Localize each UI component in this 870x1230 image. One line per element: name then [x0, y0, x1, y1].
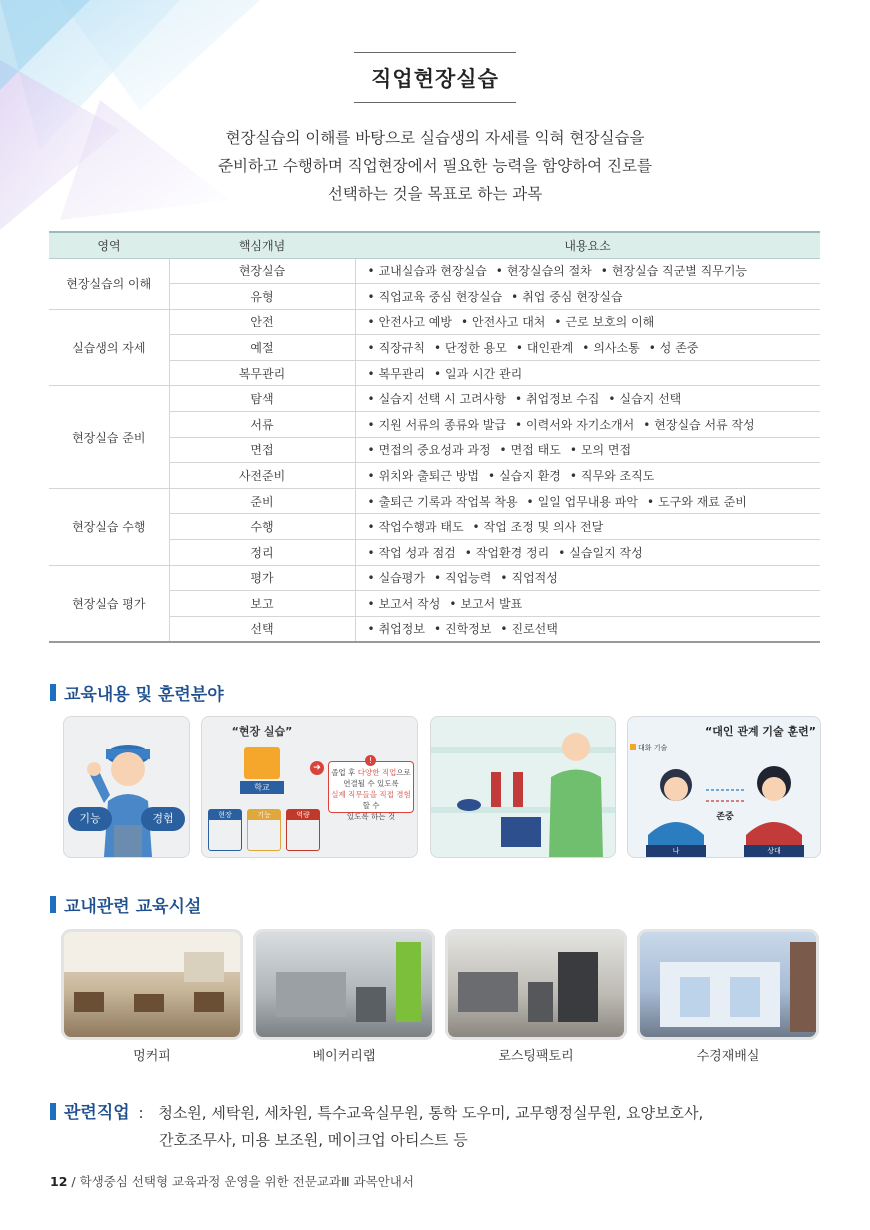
content-item: • 실습지 선택 시 고려사항 — [368, 390, 506, 407]
content-cell — [355, 565, 820, 591]
area-cell: 현장실습의 이해 — [49, 258, 169, 309]
content-item: • 교내실습과 현장실습 — [368, 262, 487, 279]
content-cell — [355, 540, 820, 566]
content-cell — [355, 360, 820, 386]
content-item: • 지원 서류의 종류와 발급 — [368, 416, 506, 433]
content-item: • 실습평가 — [368, 569, 425, 586]
course-intro — [120, 124, 750, 208]
school-icon — [244, 747, 280, 779]
area-cell: 현장실습 준비 — [49, 386, 169, 488]
mini-box — [208, 809, 242, 851]
content-item: • 근로 보호의 이해 — [554, 313, 654, 330]
table-header-row — [49, 232, 820, 258]
concept-cell: 준비 — [169, 488, 355, 514]
page-number: 12 — [50, 1174, 68, 1189]
concept-cell: 평가 — [169, 565, 355, 591]
facility-photo-roasting — [445, 929, 627, 1040]
jobs-line-2: 간호조무사, 미용 보조원, 메이크업 아티스트 등 — [159, 1131, 468, 1149]
content-item: • 작업 성과 점검 — [368, 544, 456, 561]
concept-cell: 수행 — [169, 514, 355, 540]
intro-line: 현장실습의 이해를 바탕으로 실습생의 자세를 익혀 현장실습을 — [225, 129, 645, 147]
content-item: • 직장규칙 — [368, 339, 425, 356]
content-item: • 현장실습 직군별 직무기능 — [601, 262, 747, 279]
concept-cell: 탐색 — [169, 386, 355, 412]
practice-desc-box — [328, 761, 414, 821]
content-item: • 의사소통 — [582, 339, 639, 356]
content-item: • 취업 중심 현장실습 — [511, 288, 622, 305]
table-row — [49, 258, 820, 284]
desc-text: 졸업 후 — [331, 768, 358, 777]
related-jobs — [50, 1100, 703, 1154]
facility-caption: 멍커피 — [133, 1049, 171, 1064]
content-item: • 실습지 환경 — [488, 467, 561, 484]
mini-box-label: 기능 — [248, 810, 280, 820]
content-item: • 복무관리 — [368, 365, 425, 382]
desc-line — [329, 789, 413, 811]
intro-line: 선택하는 것을 목표로 하는 과목 — [327, 185, 543, 203]
content-item: • 이력서와 자기소개서 — [515, 416, 634, 433]
concept-cell: 보고 — [169, 591, 355, 617]
content-cell — [355, 258, 820, 284]
facility-photo-hydroponics — [637, 929, 819, 1040]
header-content: 내용요소 — [355, 232, 820, 258]
skill-badge: 기능 — [68, 807, 112, 831]
concept-cell: 복무관리 — [169, 360, 355, 386]
mini-box-label: 현장 — [209, 810, 241, 820]
footer-text: 학생중심 선택형 교육과정 운영을 위한 전문교과Ⅲ 과목안내서 — [79, 1174, 414, 1189]
concept-cell: 사전준비 — [169, 463, 355, 489]
content-cell — [355, 437, 820, 463]
content-item: • 직업적성 — [500, 569, 557, 586]
content-item: • 면접 태도 — [500, 441, 561, 458]
alert-badge: ! — [365, 755, 376, 766]
content-item: • 직무와 조직도 — [570, 467, 654, 484]
arrow-right-icon: ➔ — [310, 761, 324, 775]
content-item: • 취업정보 수집 — [515, 390, 599, 407]
section-heading-text: 교내관련 교육시설 — [64, 897, 202, 917]
content-cell — [355, 412, 820, 438]
concept-cell: 유형 — [169, 284, 355, 310]
me-label: 나 — [646, 845, 706, 857]
area-cell: 현장실습 수행 — [49, 488, 169, 565]
content-cell — [355, 463, 820, 489]
content-item: • 진학정보 — [434, 620, 491, 637]
header-concept: 핵심개념 — [169, 232, 355, 258]
table-row — [49, 386, 820, 412]
desc-line — [329, 767, 413, 778]
section-heading-facilities — [50, 892, 201, 917]
card-interpersonal-title: “대인 관계 기술 훈련” — [705, 725, 816, 738]
facility-photo-bakery — [253, 929, 435, 1040]
content-item: • 성 존중 — [649, 339, 699, 356]
concept-cell: 선택 — [169, 616, 355, 642]
concept-cell: 면접 — [169, 437, 355, 463]
content-cell — [355, 335, 820, 361]
page-footer — [50, 1172, 414, 1190]
table-body — [49, 258, 820, 642]
school-label: 학교 — [240, 781, 284, 794]
concept-cell: 예절 — [169, 335, 355, 361]
content-item: • 일일 업무내용 파악 — [527, 493, 638, 510]
illustration-card-stocking — [430, 716, 616, 858]
cafe-photo-art — [64, 932, 240, 1037]
content-item: • 작업 조정 및 의사 전달 — [473, 518, 604, 535]
card-field-practice-title: “현장 실습” — [231, 725, 293, 738]
roasting-photo-art — [448, 932, 624, 1037]
bakery-photo-art — [256, 932, 432, 1037]
curriculum-table — [49, 231, 820, 643]
content-cell — [355, 514, 820, 540]
content-item: • 실습일지 작성 — [558, 544, 642, 561]
content-item: • 직업교육 중심 현장실습 — [368, 288, 503, 305]
facility-photo-cafe — [61, 929, 243, 1040]
jobs-label: 관련직업 — [64, 1103, 130, 1123]
content-item: • 도구와 재료 준비 — [647, 493, 747, 510]
heading-bar — [50, 684, 56, 701]
mini-box — [247, 809, 281, 851]
table-row — [49, 565, 820, 591]
desc-line: 연결될 수 있도록 — [343, 779, 399, 788]
footer-sep: / — [67, 1174, 80, 1189]
jobs-list-1: 청소원, 세탁원, 세차원, 특수교육실무원, 통학 도우미, 교무행정실무원, 요양보호사, — [158, 1104, 704, 1122]
content-item: • 보고서 발표 — [449, 595, 522, 612]
content-item: • 면접의 중요성과 과정 — [368, 441, 491, 458]
mini-box — [286, 809, 320, 851]
area-cell: 실습생의 자세 — [49, 309, 169, 386]
concept-cell: 현장실습 — [169, 258, 355, 284]
jobs-line-1 — [50, 1100, 703, 1127]
partner-label: 상대 — [744, 845, 804, 857]
content-item: • 안전사고 예방 — [368, 313, 452, 330]
content-item: • 대인관계 — [516, 339, 573, 356]
desc-line: 있도록 하는 것 — [346, 812, 396, 821]
desc-highlight: 다양한 직업 — [357, 768, 397, 777]
desc-text: 으로 — [396, 768, 411, 777]
content-item: • 모의 면접 — [570, 441, 631, 458]
heading-bar — [50, 896, 56, 913]
mini-box-label: 역량 — [287, 810, 319, 820]
content-item: • 보고서 작성 — [368, 595, 441, 612]
content-item: • 작업환경 정리 — [465, 544, 549, 561]
content-item: • 현장실습 서류 작성 — [643, 416, 754, 433]
page-title: 직업현장실습 — [371, 67, 499, 91]
facility-caption: 베이커리랩 — [312, 1049, 376, 1064]
illustration-card-field-practice — [201, 716, 418, 858]
jobs-colon: : — [138, 1104, 144, 1122]
table-row — [49, 488, 820, 514]
stocking-illustration — [431, 717, 616, 858]
content-item: • 실습지 선택 — [608, 390, 681, 407]
content-cell — [355, 386, 820, 412]
content-item: • 일과 시간 관리 — [434, 365, 522, 382]
title-rule-bottom — [354, 102, 516, 103]
section-heading-text: 교육내용 및 훈련분야 — [64, 685, 224, 705]
experience-badge: 경험 — [141, 807, 185, 831]
facility-caption: 로스팅팩토리 — [498, 1049, 574, 1064]
content-cell — [355, 616, 820, 642]
table-row — [49, 309, 820, 335]
hydroponics-photo-art — [640, 932, 816, 1037]
interpersonal-illustration — [628, 717, 821, 858]
content-cell — [355, 488, 820, 514]
desc-highlight: 실제 직무들을 직접 경험 — [331, 790, 411, 799]
heading-bar — [50, 1103, 56, 1120]
content-cell — [355, 284, 820, 310]
content-item: • 출퇴근 기록과 작업복 착용 — [368, 493, 518, 510]
content-item: • 안전사고 대처 — [461, 313, 545, 330]
content-item: • 단정한 용모 — [434, 339, 507, 356]
content-cell — [355, 591, 820, 617]
illustration-card-interpersonal — [627, 716, 821, 858]
respect-label: 존중 — [716, 812, 734, 822]
content-item: • 취업정보 — [368, 620, 425, 637]
area-cell: 현장실습 평가 — [49, 565, 169, 642]
content-item: • 진로선택 — [500, 620, 557, 637]
concept-cell: 서류 — [169, 412, 355, 438]
concept-cell: 정리 — [169, 540, 355, 566]
content-item: • 현장실습의 절차 — [496, 262, 592, 279]
content-item: • 작업수행과 태도 — [368, 518, 464, 535]
content-item: • 직업능력 — [434, 569, 491, 586]
desc-text: 할 수 — [362, 801, 380, 810]
content-item: • 위치와 출퇴근 방법 — [368, 467, 479, 484]
section-heading-education — [50, 680, 224, 705]
content-cell — [355, 309, 820, 335]
facility-caption: 수경재배실 — [696, 1049, 760, 1064]
dialogue-tag-text: 대화 기술 — [638, 744, 668, 752]
illustration-card-worker — [63, 716, 190, 858]
header-area: 영역 — [49, 232, 169, 258]
intro-line: 준비하고 수행하며 직업현장에서 필요한 능력을 함양하여 진로를 — [218, 157, 652, 175]
concept-cell: 안전 — [169, 309, 355, 335]
page-title-block — [354, 52, 516, 103]
worker-illustration — [64, 717, 190, 858]
